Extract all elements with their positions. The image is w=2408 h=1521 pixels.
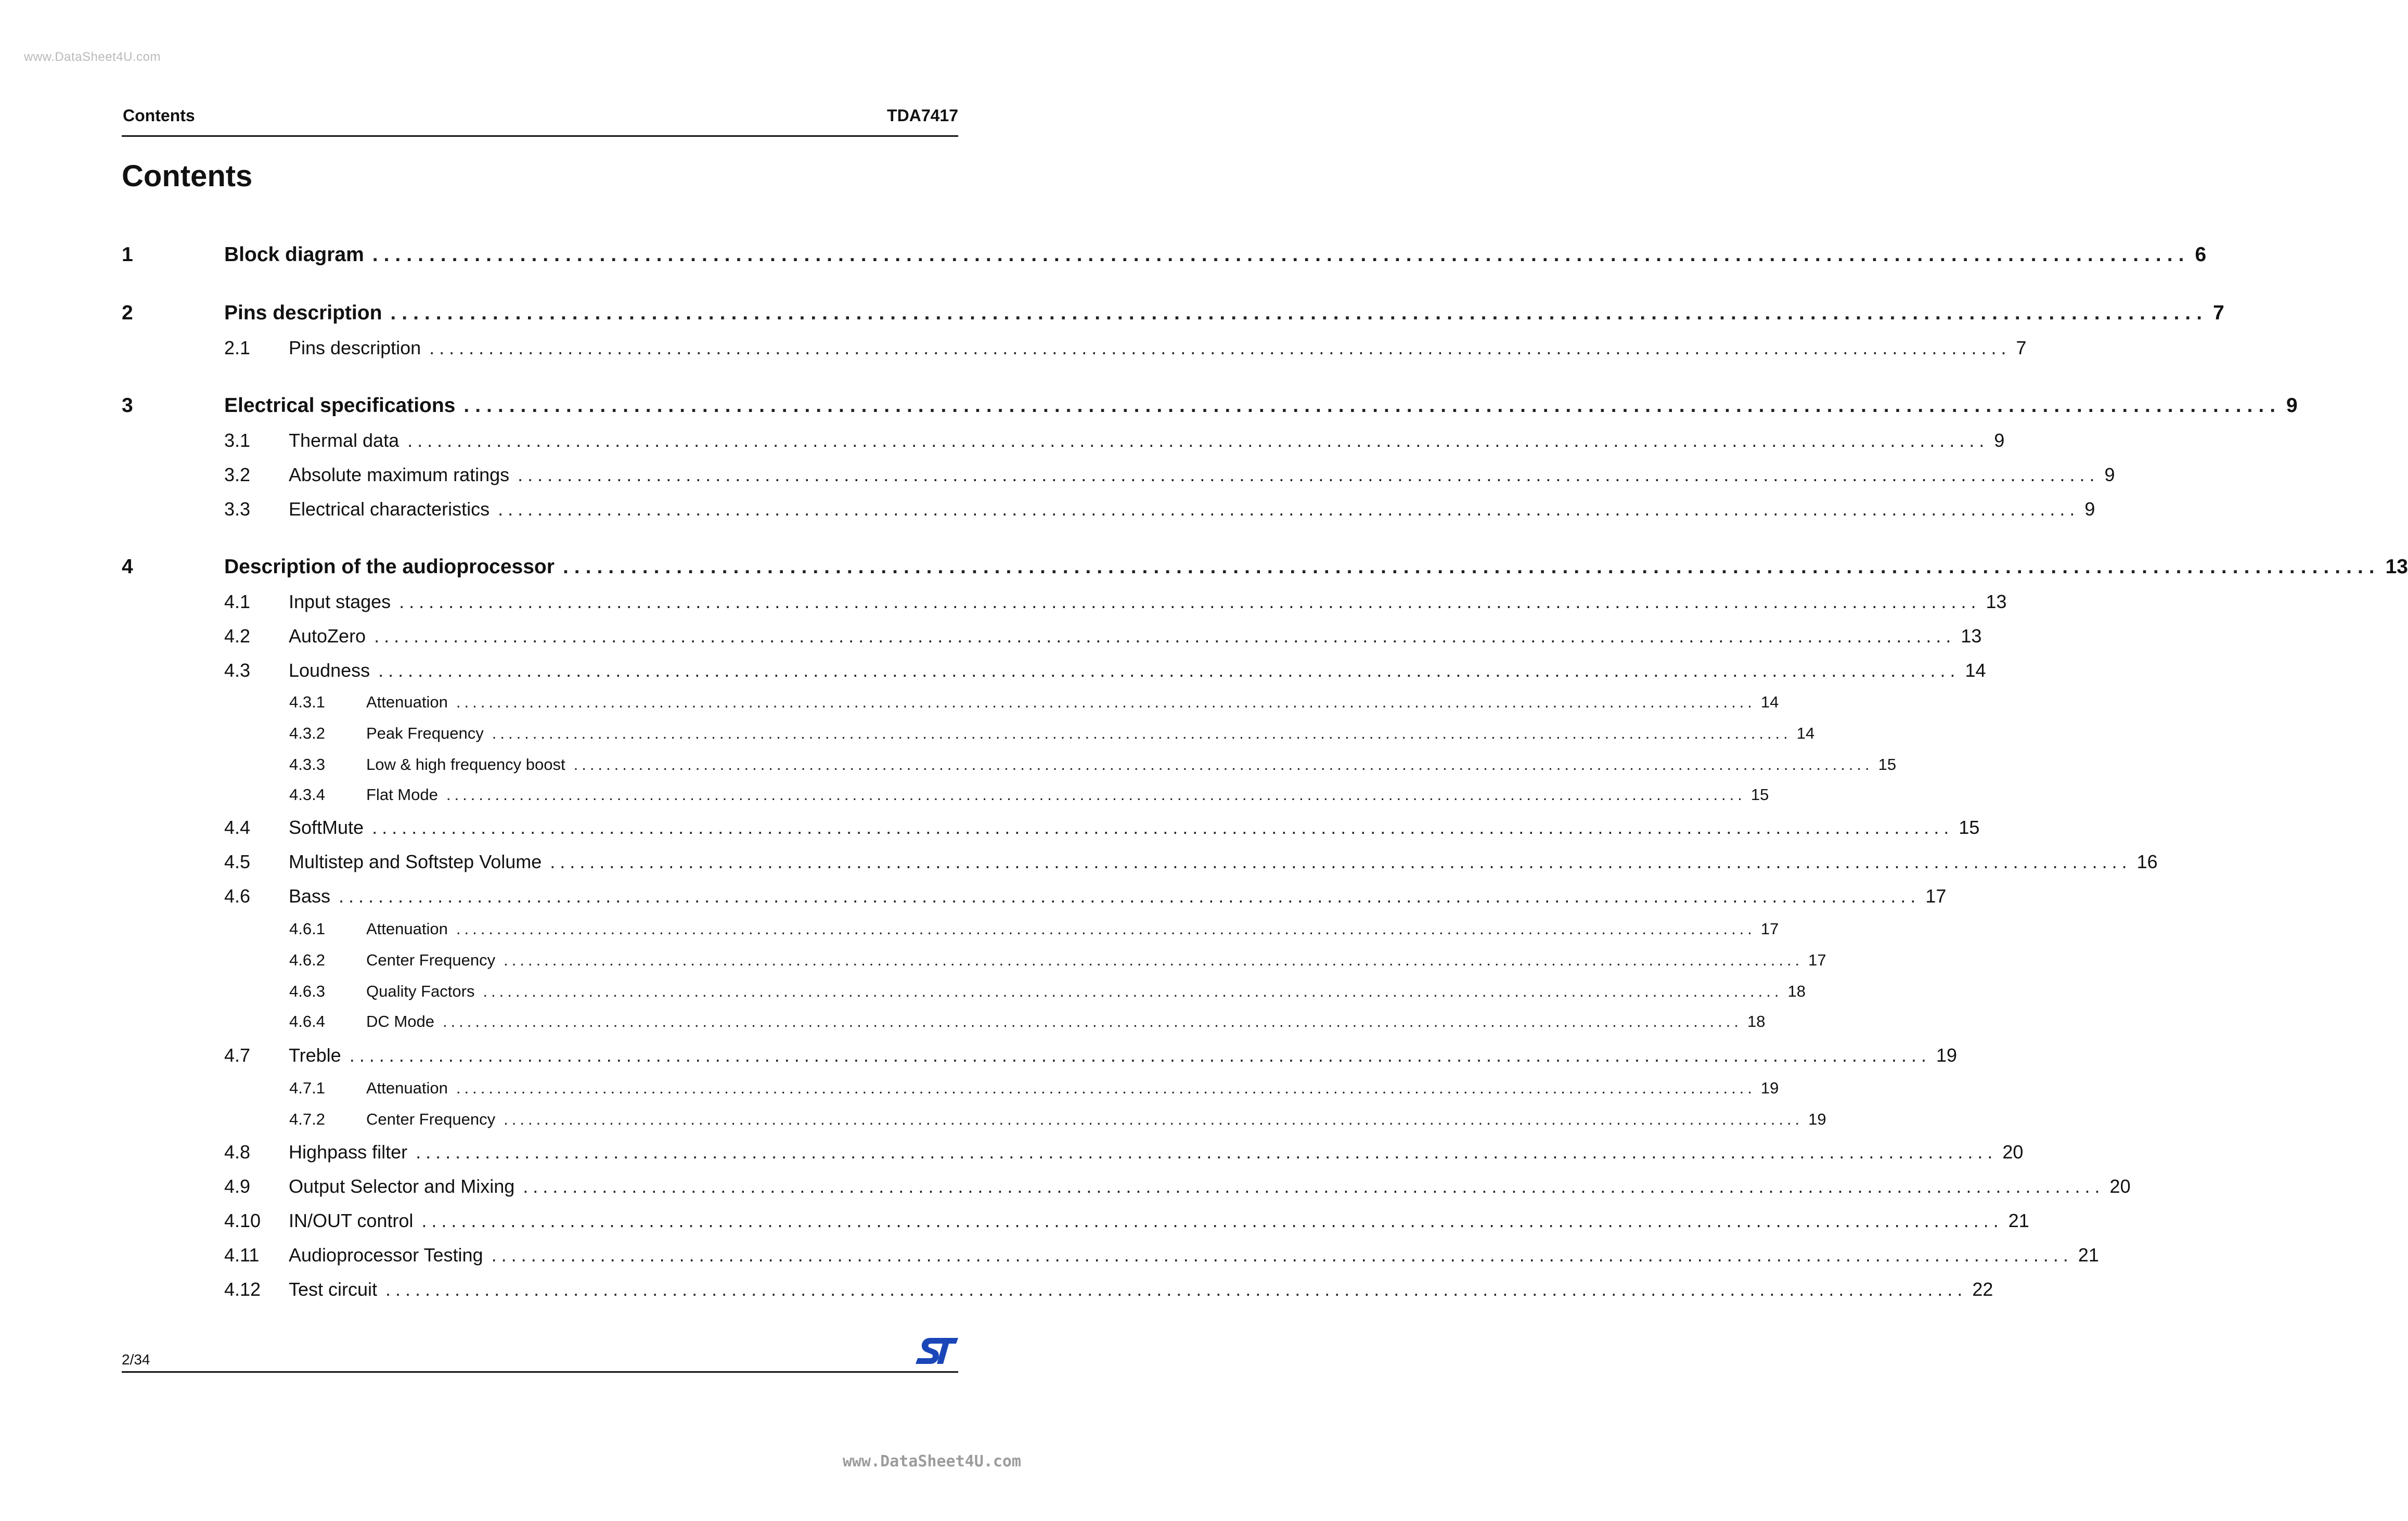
header-part-number: TDA7417 [887,106,958,125]
toc-entry-page: 9 [1994,430,2005,451]
toc-entry-page: 13 [1961,625,1982,647]
toc-entry[interactable] [122,660,1986,681]
toc-entry[interactable] [122,243,2207,266]
toc-entry-title: Audioprocessor Testing [289,1244,483,1266]
toc-entry-number: 4.6.3 [289,982,325,1000]
page-title: Contents [122,159,253,193]
toc-entry-title: Output Selector and Mixing [289,1176,515,1197]
toc-dot-leader: ................................................................................................................................................................ [573,755,1873,774]
toc-entry-page: 9 [2286,394,2298,417]
toc-entry-number: 4.4 [224,817,251,838]
toc-entry-page: 14 [1760,693,1779,711]
toc-entry-number: 3.1 [224,430,251,451]
toc-entry-title: Treble [289,1045,341,1066]
toc-entry[interactable] [122,1141,2024,1163]
toc-dot-leader: ................................................................................................................................................................ [491,1244,2073,1266]
toc-dot-leader: ................................................................................................................................................................ [421,1210,2003,1231]
watermark-top: www.DataSheet4U.com [24,50,161,64]
toc-entry-number: 4.3 [224,660,251,681]
toc-entry-title: AutoZero [289,625,366,647]
toc-entry-title: Quality Factors [366,982,475,1000]
toc-entry[interactable] [122,785,1769,804]
st-logo-icon [915,1336,958,1366]
toc-dot-leader: ................................................................................................................................................................ [456,920,1756,938]
toc-entry-title: IN/OUT control [289,1210,414,1231]
toc-entry[interactable] [122,1079,1779,1098]
footer-page-number: 2/34 [122,1351,150,1368]
toc-dot-leader: ................................................................................................................................................................ [407,430,1989,451]
watermark-bottom: www.DataSheet4U.com [842,1452,1021,1471]
toc-dot-leader: ................................................................................................................................................................ [374,625,1956,647]
toc-entry[interactable] [122,693,1779,712]
toc-entry-page: 21 [2078,1244,2099,1266]
toc-entry-page: 19 [1760,1079,1779,1097]
toc-entry-title: Multistep and Softstep Volume [289,851,542,872]
toc-entry-title: Electrical specifications [224,394,456,417]
toc-dot-leader: ................................................................................................................................................................ [385,1279,1967,1300]
toc-entry-page: 7 [2016,337,2027,358]
toc-dot-leader: ................................................................................................................................................................ [498,498,2080,520]
toc-entry-page: 13 [2385,556,2408,578]
toc-entry[interactable] [122,920,1779,938]
toc-entry-number: 3 [122,394,133,417]
toc-dot-leader: ................................................................................................................................................................ [463,394,2282,417]
toc-entry[interactable] [122,817,1980,839]
toc-entry-page: 17 [1925,885,1947,907]
toc-entry-number: 4.12 [224,1279,261,1300]
toc-entry-number: 4.7.1 [289,1079,325,1097]
toc-entry-number: 2 [122,302,133,324]
toc-dot-leader: ................................................................................................................................................................ [339,885,1921,907]
toc-entry[interactable] [122,1110,1826,1129]
toc-entry-title: Pins description [224,302,382,324]
footer-rule [122,1371,958,1373]
toc-entry-title: Description of the audioprocessor [224,556,555,578]
toc-dot-leader: ................................................................................................................................................................ [446,785,1746,804]
toc-dot-leader: ................................................................................................................................................................ [372,243,2190,266]
toc-entry[interactable] [122,1244,2099,1266]
toc-entry-page: 14 [1965,660,1986,681]
toc-entry-title: Attenuation [366,693,448,711]
toc-dot-leader: ................................................................................................................................................................ [378,660,1960,681]
toc-entry-title: Test circuit [289,1279,378,1300]
toc-dot-leader: ................................................................................................................................................................ [442,1012,1742,1030]
toc-entry[interactable] [122,1279,1993,1300]
toc-entry[interactable] [122,982,1806,1001]
toc-entry[interactable] [122,885,1947,907]
toc-dot-leader: ................................................................................................................................................................ [550,851,2132,872]
toc-entry-title: Attenuation [366,1079,448,1097]
toc-entry-page: 15 [1750,785,1769,804]
toc-entry-title: DC Mode [366,1012,434,1030]
toc-entry-title: Flat Mode [366,785,438,804]
toc-entry-page: 17 [1760,920,1779,938]
toc-entry-page: 14 [1796,724,1815,742]
toc-entry[interactable] [122,1210,2029,1232]
toc-entry[interactable] [122,394,2298,417]
toc-entry-page: 18 [1747,1012,1766,1030]
toc-dot-leader: ................................................................................................................................................................ [399,591,1981,612]
toc-entry[interactable] [122,755,1897,774]
toc-entry[interactable] [122,464,2115,486]
toc-entry-title: Highpass filter [289,1141,408,1163]
toc-entry-title: Block diagram [224,243,364,266]
toc-entry-title: Input stages [289,591,391,612]
toc-entry[interactable] [122,1176,2131,1197]
toc-entry-number: 4.6.2 [289,951,325,969]
header-section-title: Contents [123,106,195,125]
toc-entry-page: 18 [1787,982,1806,1000]
toc-dot-leader: ................................................................................................................................................................ [504,1110,1804,1128]
toc-dot-leader: ................................................................................................................................................................ [416,1141,1998,1163]
toc-entry-number: 4.9 [224,1176,251,1197]
toc-entry-page: 15 [1959,817,1980,838]
toc-entry-number: 3.2 [224,464,251,485]
toc-dot-leader: ................................................................................................................................................................ [562,556,2380,578]
toc-entry-number: 4.3.3 [289,755,325,774]
toc-entry-number: 3.3 [224,498,251,520]
toc-entry-number: 4.6 [224,885,251,907]
toc-dot-leader: ................................................................................................................................................................ [456,693,1756,711]
toc-entry-number: 4.3.2 [289,724,325,742]
toc-dot-leader: ................................................................................................................................................................ [456,1079,1756,1097]
toc-dot-leader: ................................................................................................................................................................ [372,817,1954,838]
toc-dot-leader: ................................................................................................................................................................ [483,982,1783,1000]
toc-entry-page: 19 [1808,1110,1826,1128]
toc-entry-page: 13 [1986,591,2007,612]
toc-entry-number: 4.7.2 [289,1110,325,1128]
toc-entry[interactable] [122,302,2224,325]
toc-entry[interactable] [122,591,2007,613]
toc-dot-leader: ................................................................................................................................................................ [523,1176,2105,1197]
toc-entry-title: Loudness [289,660,370,681]
toc-entry-page: 19 [1936,1045,1958,1066]
toc-entry[interactable] [122,625,1982,647]
toc-entry-number: 4.11 [224,1244,260,1266]
toc-entry-title: Center Frequency [366,1110,496,1128]
toc-entry-page: 7 [2213,302,2224,324]
toc-entry-page: 17 [1808,951,1826,969]
toc-entry-number: 4 [122,556,133,578]
toc-dot-leader: ................................................................................................................................................................ [518,464,2100,485]
toc-entry-title: Pins description [289,337,421,358]
toc-entry[interactable] [122,851,2158,873]
toc-entry-title: Electrical characteristics [289,498,490,520]
toc-entry[interactable] [122,556,2408,578]
toc-dot-leader: ................................................................................................................................................................ [492,724,1792,742]
toc-dot-leader: ................................................................................................................................................................ [429,337,2011,358]
toc-entry[interactable] [122,337,2027,359]
toc-entry-page: 16 [2136,851,2158,872]
toc-entry[interactable] [122,1045,1958,1066]
toc-entry-number: 1 [122,243,133,266]
toc-entry-page: 20 [2109,1176,2131,1197]
toc-entry-title: Attenuation [366,920,448,938]
toc-entry-page: 9 [2084,498,2095,520]
toc-entry-number: 4.2 [224,625,251,647]
toc-entry[interactable] [122,1012,1766,1031]
toc-entry-page: 9 [2104,464,2115,485]
toc-entry[interactable] [122,724,1815,743]
toc-entry-number: 4.6.4 [289,1012,325,1030]
toc-entry-number: 4.3.4 [289,785,325,804]
toc-entry-title: Bass [289,885,331,907]
toc-dot-leader: ................................................................................................................................................................ [349,1045,1931,1066]
toc-entry-page: 22 [1972,1279,1993,1300]
toc-dot-leader: ................................................................................................................................................................ [504,951,1804,969]
toc-entry-number: 2.1 [224,337,251,358]
toc-entry-title: Low & high frequency boost [366,755,565,774]
toc-entry-number: 4.10 [224,1210,261,1231]
toc-dot-leader: ................................................................................................................................................................ [390,302,2208,324]
toc-entry-title: SoftMute [289,817,364,838]
toc-entry-number: 4.1 [224,591,251,612]
toc-entry[interactable] [122,951,1826,970]
toc-entry[interactable] [122,430,2005,452]
toc-entry-title: Center Frequency [366,951,496,969]
toc-entry[interactable] [122,498,2095,520]
toc-entry-title: Absolute maximum ratings [289,464,510,485]
toc-entry-page: 20 [2002,1141,2024,1163]
toc-entry-number: 4.5 [224,851,251,872]
toc-entry-title: Peak Frequency [366,724,484,742]
toc-entry-page: 6 [2195,243,2207,266]
toc-entry-page: 21 [2008,1210,2029,1231]
toc-entry-number: 4.7 [224,1045,251,1066]
table-of-contents [122,0,2408,1521]
toc-entry-number: 4.3.1 [289,693,325,711]
toc-entry-number: 4.6.1 [289,920,325,938]
toc-entry-number: 4.8 [224,1141,251,1163]
toc-entry-page: 15 [1878,755,1897,774]
toc-entry-title: Thermal data [289,430,400,451]
